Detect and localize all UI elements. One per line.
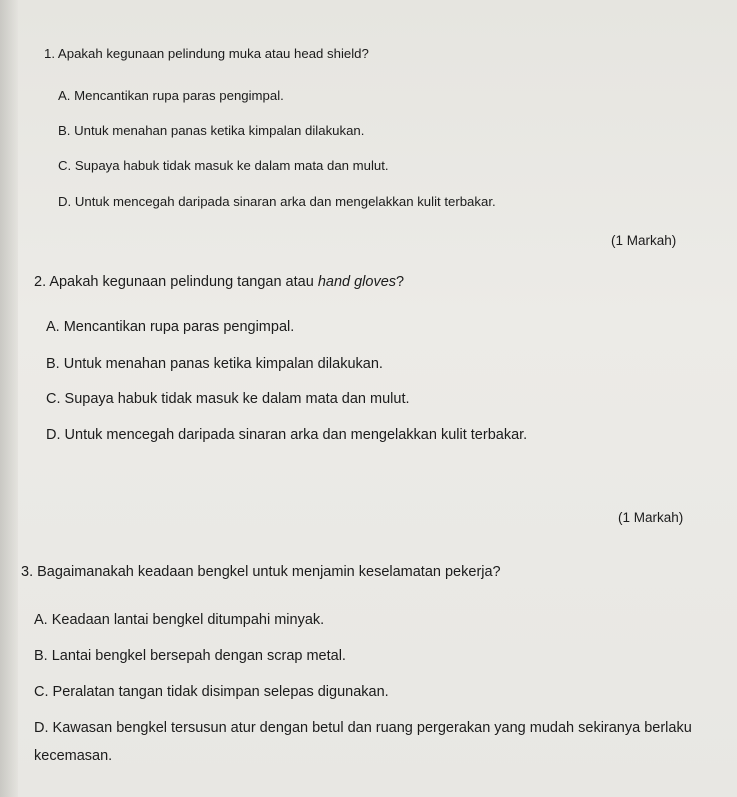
question-1-prompt: 1. Apakah kegunaan pelindung muka atau head shield? [44,46,369,61]
question-3-option-c: C. Peralatan tangan tidak disimpan selepas digunakan. [34,684,389,700]
question-2-prompt-italic: hand gloves [317,274,397,290]
question-2-marks: (1 Markah) [618,510,684,525]
question-2-option-d: D. Untuk mencegah daripada sinaran arka dan mengelakkan kulit terbakar. [46,427,528,443]
question-2-option-a: A. Mencantikan rupa paras pengimpal. [46,319,295,335]
question-2-prompt-suffix: ? [396,274,405,290]
question-2-prompt-text: 2. Apakah kegunaan pelindung tangan atau [34,274,318,290]
question-2-prompt [34,274,404,290]
question-3-option-a: A. Keadaan lantai bengkel ditumpahi minyak. [34,612,325,628]
page-edge-shadow [0,0,18,797]
question-1-option-d: D. Untuk mencegah daripada sinaran arka dan mengelakkan kulit terbakar. [58,194,496,209]
question-3-option-d: D. Kawasan bengkel tersusun atur dengan betul dan ruang pergerakan yang mudah sekiranya berlaku kecemasan. [34,720,692,764]
question-3-prompt: 3. Bagaimanakah keadaan bengkel untuk menjamin keselamatan pekerja? [21,564,501,580]
question-1-option-b: B. Untuk menahan panas ketika kimpalan dilakukan. [58,123,365,138]
question-2-option-c: C. Supaya habuk tidak masuk ke dalam mata dan mulut. [46,391,410,407]
question-1-marks: (1 Markah) [611,233,677,248]
question-1-option-a: A. Mencantikan rupa paras pengimpal. [58,88,284,103]
question-2-option-b: B. Untuk menahan panas ketika kimpalan dilakukan. [46,356,383,372]
question-1-option-c: C. Supaya habuk tidak masuk ke dalam mata dan mulut. [58,158,389,173]
question-3-option-b: B. Lantai bengkel bersepah dengan scrap metal. [34,648,346,664]
